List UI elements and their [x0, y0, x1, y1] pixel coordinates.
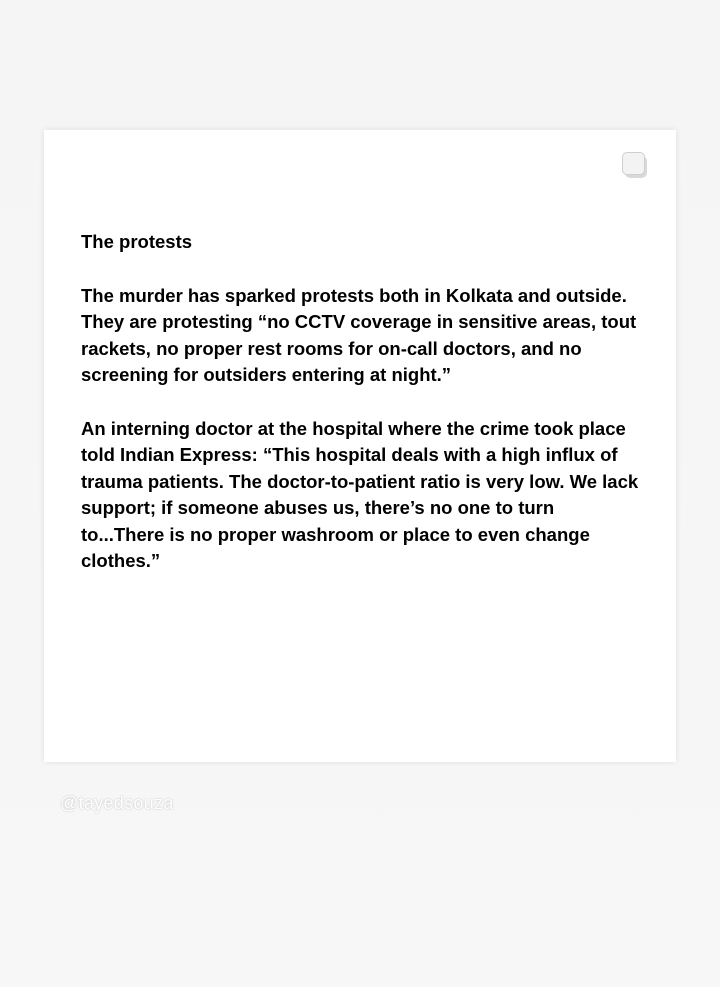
- copy-stack-icon[interactable]: [621, 151, 649, 179]
- card-content: [81, 229, 641, 602]
- text-card: [44, 130, 676, 762]
- paragraph-protests: The murder has sparked protests both in Kolkata and outside. They are protesting “no CCTV coverage in sensitive areas, tout rackets, no proper rest rooms for on-call doctors, and no screening for outsiders entering at night.”: [81, 284, 637, 385]
- author-watermark: @tayedsouza: [60, 793, 174, 813]
- section-heading: The protests: [81, 231, 193, 252]
- copy-stack-front-square: [622, 152, 645, 175]
- paragraph-intern-quote: An interning doctor at the hospital where the crime took place told Indian Express: “This hospital deals with a high influx of trauma patients. The doctor-to-patient ratio is very low. We lack support; if someone abuses us, there’s no one to turn to...There is no proper washroom or place to even change clothes.”: [81, 417, 639, 571]
